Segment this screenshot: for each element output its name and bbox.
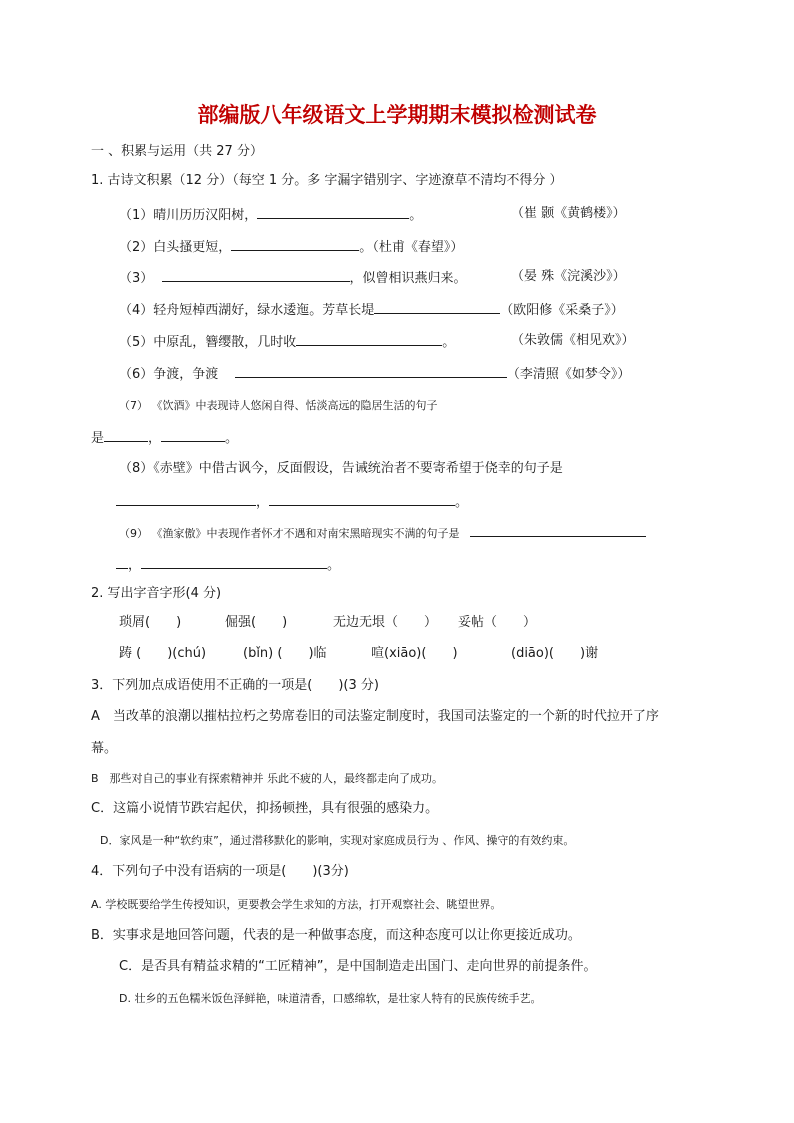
option-b: B 那些对自己的事业有探索精神并 乐此不疲的人，最终都走向了成功。: [91, 772, 444, 785]
option-a: A. 学校既要给学生传授知识，更要教会学生求知的方法，打开观察社会、眺望世界。: [91, 898, 502, 911]
poem-item-9-answer: ， 。: [116, 555, 340, 575]
poem-source: （朱敦儒《相见欢》）: [511, 333, 635, 348]
answer-blank[interactable]: [104, 428, 148, 442]
poem-item-5: （5）中原乱，簪缨散，几时收 。: [119, 332, 455, 352]
option-c: C．是否具有精益求精的“工匠精神”，是中国制造走出国门、走向世界的前提条件。: [119, 959, 597, 974]
poem-item-8: （8）《赤壁》中借古讽今，反面假设，告诫统治者不要寄希望于侥幸的句子是: [119, 461, 563, 476]
answer-blank[interactable]: [161, 428, 225, 442]
poem-item-9: （9） 《渔家傲》中表现作者怀才不遇和对南宋黑暗现实不满的句子是: [119, 523, 646, 543]
poem-source: （晏 殊《浣溪沙》）: [511, 269, 626, 284]
pinyin-item: 妥帖（ ）: [458, 615, 537, 630]
poem-item-7: （7） 《饮酒》中表现诗人悠闲自得、恬淡高远的隐居生活的句子: [119, 399, 438, 412]
poem-source: （崔 颢《黄鹤楼》）: [511, 206, 626, 221]
poem-item-6: （6）争渡，争渡 （李清照《如梦令》）: [119, 364, 630, 384]
question-3-header: 3．下列加点成语使用不正确的一项是( )(3 分): [91, 678, 379, 693]
question-1-header: 1. 古诗文积累（12 分）（每空 1 分。多 字漏字错别字、字迹潦草不清均不得分 ）: [91, 173, 563, 188]
pinyin-item: (diāo)( )谢: [511, 646, 599, 661]
option-d: D. 壮乡的五色糯米饭色泽鲜艳，味道清香，口感绵软，是壮家人特有的民族传统手艺。: [119, 992, 542, 1005]
answer-blank[interactable]: [257, 205, 409, 219]
question-4-header: 4．下列句子中没有语病的一项是( )(3分): [91, 864, 349, 879]
answer-blank[interactable]: [374, 300, 500, 314]
answer-blank[interactable]: [141, 555, 327, 569]
section-heading: 一 、积累与运用（共 27 分）: [91, 144, 263, 159]
pinyin-item: (bǐn) ( )临: [243, 646, 327, 661]
pinyin-item: 喧(xiāo)( ): [371, 646, 458, 661]
page-title: 部编版八年级语文上学期期末模拟检测试卷: [197, 102, 597, 127]
answer-blank[interactable]: [116, 555, 128, 569]
poem-item-4: （4）轻舟短棹西湖好，绿水逶迤。芳草长堤 （欧阳修《采桑子》）: [119, 300, 624, 320]
answer-blank[interactable]: [470, 523, 646, 537]
option-c: C．这篇小说情节跌宕起伏，抑扬顿挫，具有很强的感染力。: [91, 801, 439, 816]
answer-blank[interactable]: [231, 237, 359, 251]
option-a-cont: 幕。: [91, 741, 118, 756]
poem-item-7-answer: 是 ， 。: [91, 428, 238, 448]
answer-blank[interactable]: [296, 332, 442, 346]
poem-item-1: （1）晴川历历汉阳树， 。: [119, 205, 422, 225]
answer-blank[interactable]: [116, 492, 256, 506]
option-b: B．实事求是地回答问题，代表的是一种做事态度，而这种态度可以让你更接近成功。: [91, 928, 581, 943]
pinyin-item: 无边无垠（ ）: [333, 615, 438, 630]
option-a: A 当改革的浪潮以摧枯拉朽之势席卷旧的司法鉴定制度时，我国司法鉴定的一个新的时代拉开了序: [91, 709, 659, 724]
answer-blank[interactable]: [269, 492, 455, 506]
answer-blank[interactable]: [235, 364, 507, 378]
question-2-header: 2. 写出字音字形(4 分): [91, 586, 222, 601]
poem-item-2: （2）白头搔更短， 。（杜甫《春望》）: [119, 237, 463, 257]
poem-item-3: （3） ，似曾相识燕归来。: [119, 268, 467, 288]
pinyin-item: 踌 ( )(chú): [119, 646, 207, 661]
option-d: D．家风是一种“软约束”，通过潜移默化的影响，实现对家庭成员行为 、作风、操守的有效约束。: [100, 834, 575, 847]
pinyin-item: 琐屑( ): [119, 615, 182, 630]
poem-item-8-answer: ， 。: [116, 492, 468, 512]
pinyin-item: 倔强( ): [225, 615, 288, 630]
answer-blank[interactable]: [162, 268, 350, 282]
